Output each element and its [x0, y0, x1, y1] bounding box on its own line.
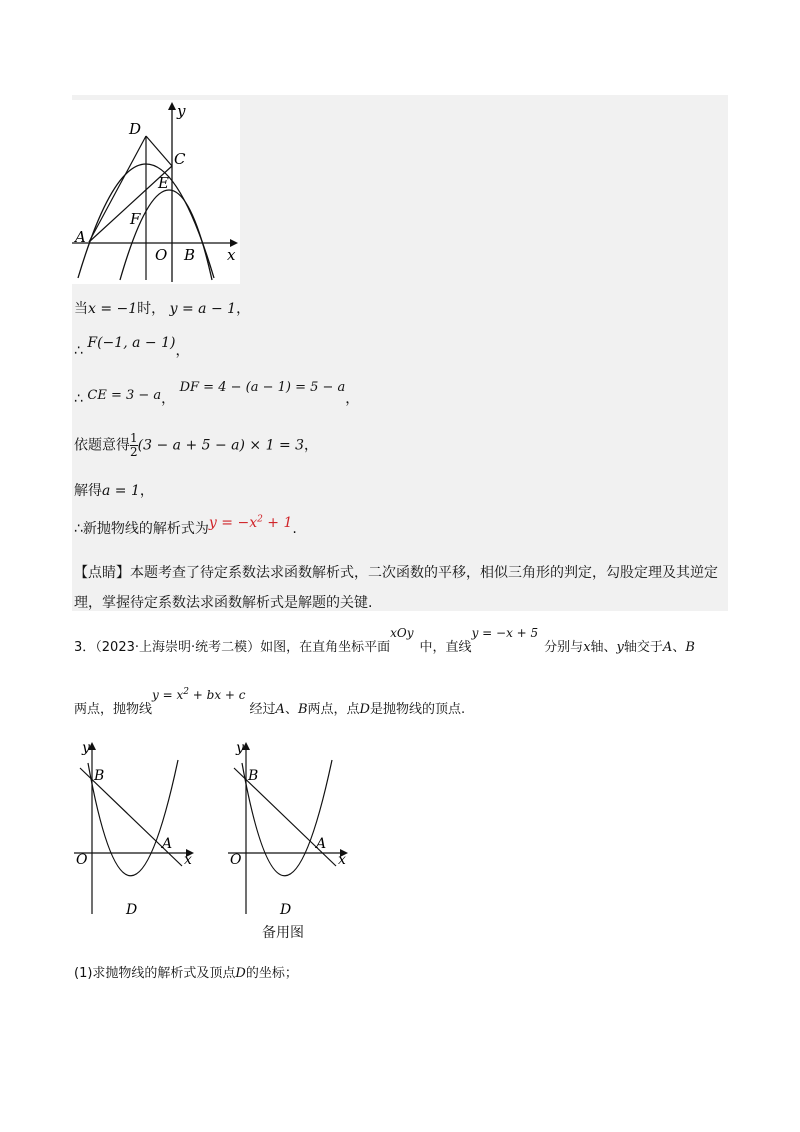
exponent: 2 — [183, 687, 189, 697]
problem-3-line-1 — [74, 626, 695, 655]
math: + bx + c — [188, 688, 246, 702]
numerator: 1 — [130, 431, 138, 445]
text: ∴新抛物线的解析式为 — [74, 521, 209, 537]
math-parabola — [152, 688, 246, 702]
text: 解得 — [74, 483, 102, 499]
text: 两点，点 — [307, 702, 360, 717]
question-1 — [74, 962, 298, 981]
text: 是抛物线的顶点. — [369, 702, 466, 717]
text: ， — [236, 301, 251, 317]
math: y = −x — [208, 515, 258, 531]
label-A: A — [75, 228, 86, 246]
text: 时， — [137, 301, 166, 317]
text: ， — [175, 343, 190, 359]
math: y = −x + 5 — [471, 626, 539, 640]
label-y: y — [82, 740, 90, 756]
label-A: A — [162, 836, 173, 852]
solution-line-4 — [74, 432, 318, 459]
label-D: D — [280, 902, 292, 918]
text: ， — [139, 483, 154, 499]
label-x: x — [227, 246, 236, 264]
figure-problem-3-backup — [224, 738, 354, 920]
math: y = a − 1 — [169, 301, 237, 317]
label-y: y — [177, 102, 186, 120]
answer-expression — [209, 515, 292, 531]
math: + 1 — [262, 515, 293, 531]
math: a = 1 — [102, 483, 140, 499]
text: 轴交于 — [623, 640, 663, 655]
math: A — [662, 640, 673, 655]
solution-line-3 — [74, 380, 360, 407]
text: ， — [161, 391, 176, 407]
text: 两点，抛物线 — [74, 702, 153, 717]
label-B: B — [248, 768, 259, 784]
label-C: C — [174, 150, 186, 168]
label-F: F — [130, 210, 141, 228]
text: ， — [345, 391, 360, 407]
text: 如图，在直角坐标平面 — [260, 640, 391, 655]
math: A — [275, 702, 285, 717]
text: 分别与 — [544, 640, 584, 655]
label-B: B — [184, 246, 196, 264]
text: 依题意得 — [74, 437, 130, 454]
text: 当 — [74, 301, 88, 317]
solution-line-1 — [74, 298, 250, 318]
label-O: O — [76, 852, 88, 868]
text: 经过 — [249, 702, 276, 717]
label-E: E — [158, 174, 169, 192]
math: CE = 3 − a — [87, 388, 162, 403]
denominator: 2 — [130, 445, 138, 459]
label-x: x — [184, 852, 192, 868]
math: x — [583, 640, 591, 655]
text: (1)求抛物线的解析式及顶点 — [74, 966, 236, 981]
label-D: D — [126, 902, 138, 918]
math: x = −1 — [88, 301, 138, 317]
figure-parabolas-1 — [72, 100, 240, 284]
math: y — [616, 640, 624, 655]
therefore-symbol: ∴ — [74, 391, 83, 407]
problem-3-line-2 — [74, 687, 466, 717]
solution-line-6 — [74, 512, 297, 537]
text: 、 — [284, 702, 298, 717]
math: B — [297, 702, 308, 717]
math: F(−1, a − 1) — [87, 335, 176, 351]
figure-problem-3-main — [70, 738, 200, 920]
math: D — [359, 702, 370, 717]
label-O: O — [155, 246, 168, 264]
label-B: B — [94, 768, 105, 784]
math: y = x — [152, 688, 184, 702]
solution-line-2 — [74, 332, 190, 359]
solution-line-5 — [74, 480, 154, 500]
text: 、 — [672, 640, 686, 655]
math: D — [235, 966, 246, 981]
problem-source: （2023·上海崇明·统考二模） — [95, 640, 261, 655]
math: B — [685, 640, 695, 655]
problem-number: 3． — [74, 640, 96, 655]
label-x: x — [338, 852, 346, 868]
text: ， — [304, 437, 319, 454]
figure-caption: 备用图 — [262, 925, 304, 941]
therefore-symbol: ∴ — [74, 343, 83, 359]
text: 中，直线 — [419, 640, 472, 655]
math: xOy — [390, 626, 414, 640]
text: . — [292, 521, 297, 537]
text: 的坐标； — [245, 966, 298, 981]
label-D: D — [129, 120, 142, 138]
text: 轴、 — [590, 640, 617, 655]
comment-line-1: 【点睛】本题考查了待定系数法求函数解析式，二次函数的平移，相似三角形的判定，勾股定理及其逆定 — [74, 565, 718, 581]
label-O: O — [230, 852, 242, 868]
math: (3 − a + 5 − a) × 1 = 3 — [137, 437, 305, 454]
math: DF = 4 − (a − 1) = 5 − a — [179, 380, 346, 395]
fraction-half — [130, 432, 138, 459]
exponent: 2 — [257, 514, 263, 525]
label-A: A — [316, 836, 327, 852]
label-y: y — [236, 740, 244, 756]
comment-line-2: 理，掌握待定系数法求函数解析式是解题的关键. — [74, 595, 373, 611]
